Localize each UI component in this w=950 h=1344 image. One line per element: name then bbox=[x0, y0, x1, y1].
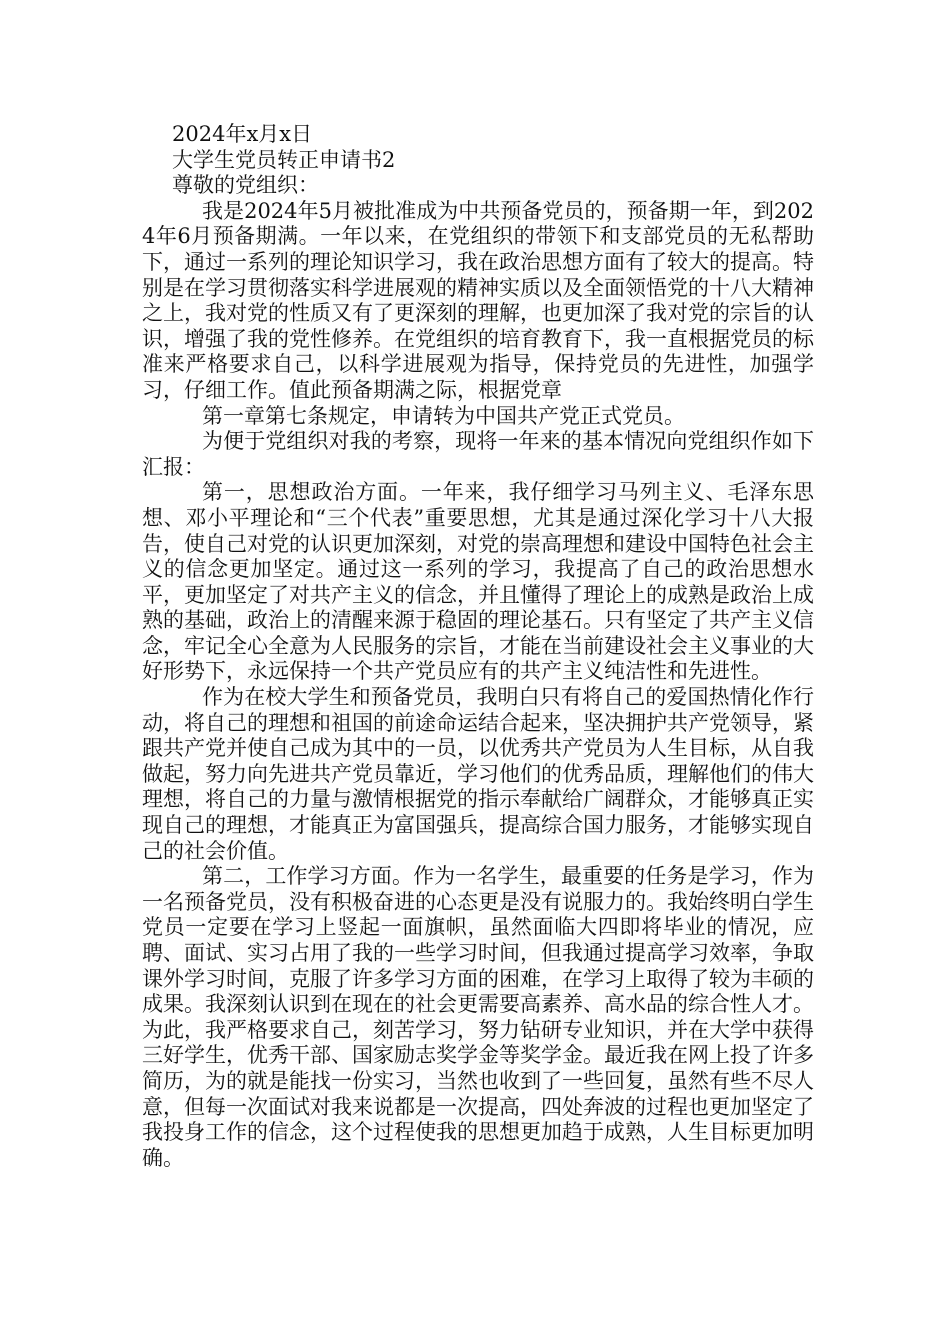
paragraph-work-study: 第二，工作学习方面。作为一名学生，最重要的任务是学习，作为一名预备党员，没有积极奋进的心态更是没有说服力的。我始终明白学生党员一定要在学习上竖起一面旗帜，虽然面临大四即将毕业的情况，应聘、面试、实习占用了我的一些学习时间，但我通过提高学习效率，争取课外学习时间，克服了许多学习方面的困难，在学习上取得了较为丰硕的成果。我深刻认识到在现在的社会更需要高素养、高水品的综合性人才。为此，我严格要求自己，刻苦学习，努力钻研专业知识，并在大学中获得三好学生，优秀干部、国家励志奖学金等奖学金。最近我在网上投了许多简历，为的就是能找一份实习，当然也收到了一些回复，虽然有些不尽人意，但每一次面试对我来说都是一次提高，四处奔波的过程也更加坚定了我投身工作的信念，这个过程使我的思想更加趋于成熟，人生目标更加明确。 bbox=[142, 864, 814, 1170]
document-title: 大学生党员转正申请书2 bbox=[172, 147, 396, 172]
document-page bbox=[142, 122, 814, 1171]
date-line: 2024年x月x日 bbox=[172, 122, 313, 146]
paragraph-intro: 我是2024年5月被批准成为中共预备党员的，预备期一年，到2024年6月预备期满。一年以来，在党组织的带领下和支部党员的无私帮助下，通过一系列的理论知识学习，我在政治思想方面有了较大的提高。特别是在学习贯彻落实科学进展观的精神实质以及全面领悟党的十八大精神之上，我对党的性质又有了更深刻的理解，也更加深了我对党的宗旨的认识，增强了我的党性修养。在党组织的培育教育下，我一直根据党员的标准来严格要求自己，以科学进展观为指导，保持党员的先进性，加强学习，仔细工作。值此预备期满之际，根据党章 bbox=[142, 198, 814, 402]
paragraph-application: 第一章第七条规定，申请转为中国共产党正式党员。 bbox=[202, 403, 685, 428]
salutation: 尊敬的党组织： bbox=[172, 173, 319, 198]
paragraph-student-member: 作为在校大学生和预备党员，我明白只有将自己的爱国热情化作行动，将自己的理想和祖国的前途命运结合起来，坚决拥护共产党领导，紧跟共产党并使自己成为其中的一员，以优秀共产党员为人生目标，从自我做起，努力向先进共产党员靠近，学习他们的优秀品质，理解他们的伟大理想，将自己的力量与激情根据党的指示奉献给广阔群众，才能够真正实现自己的理想，才能真正为富国强兵，提高综合国力服务，才能够实现自己的社会价值。 bbox=[142, 685, 814, 863]
paragraph-report-intro: 为便于党组织对我的考察，现将一年来的基本情况向党组织作如下汇报： bbox=[142, 429, 814, 479]
paragraph-political-thought: 第一，思想政治方面。一年来，我仔细学习马列主义、毛泽东思想、邓小平理论和“三个代表”重要思想，尤其是通过深化学习十八大报告，使自己对党的认识更加深刻，对党的崇高理想和建设中国特色社会主义的信念更加坚定。通过这一系列的学习，我提高了自己的政治思想水平，更加坚定了对共产主义的信念，并且懂得了理论上的成熟是政治上成熟的基础，政治上的清醒来源于稳固的理论基石。只有坚定了共产主义信念，牢记全心全意为人民服务的宗旨，才能在当前建设社会主义事业的大好形势下，永远保持一个共产党员应有的共产主义纯洁性和先进性。 bbox=[142, 480, 814, 684]
